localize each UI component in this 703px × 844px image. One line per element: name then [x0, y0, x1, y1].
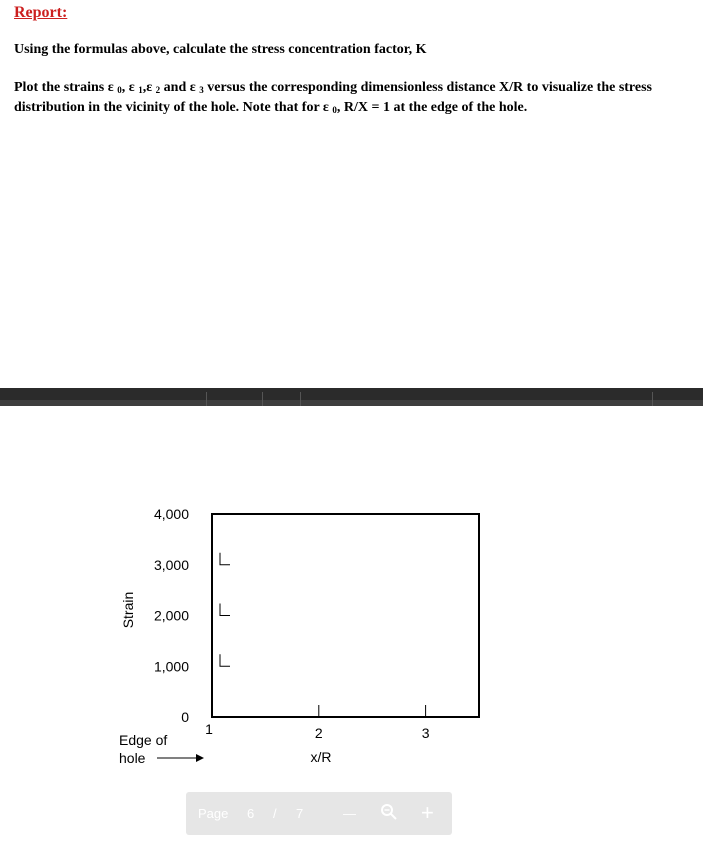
page-separator: / — [273, 806, 277, 821]
chart-area — [0, 406, 703, 839]
magnifier-icon — [380, 803, 398, 821]
subscript-0: 0 — [117, 85, 122, 95]
edge-of-hole-arrow-head-icon — [196, 754, 204, 762]
zoom-out-button[interactable]: — — [343, 806, 356, 821]
strain-chart — [0, 406, 703, 839]
x-axis-label: x/R — [310, 749, 332, 765]
subscript-0: 0 — [332, 105, 337, 115]
y-tick-mark — [220, 654, 230, 666]
band-tick — [262, 392, 263, 406]
x-axis-ticks — [205, 705, 430, 741]
y-tick-label: 1,000 — [153, 658, 189, 675]
y-tick-label: 3,000 — [153, 556, 189, 573]
epsilon-symbol: ε — [107, 80, 114, 95]
instruction-paragraph-1: Using the formulas above, calculate the stress concentration factor, K — [14, 42, 427, 57]
y-axis-ticks — [154, 506, 230, 725]
subscript-1: 1 — [138, 85, 143, 95]
y-tick-label: 0 — [181, 709, 189, 725]
x-tick-label: 1 — [205, 721, 213, 737]
pdf-viewer-toolbar — [186, 792, 452, 835]
page-break-band — [0, 388, 703, 406]
subscript-3: 3 — [199, 85, 204, 95]
epsilon-symbol: ε — [146, 80, 153, 95]
band-tick — [300, 392, 301, 406]
y-tick-label: 2,000 — [153, 607, 189, 624]
subscript-2: 2 — [155, 85, 161, 95]
report-heading: Report: — [14, 4, 68, 21]
epsilon-symbol: ε — [128, 80, 135, 95]
para2-text-end: , R/X = 1 at the edge of the hole. — [336, 100, 528, 115]
zoom-in-button[interactable]: + — [421, 800, 434, 825]
page-label: Page — [198, 806, 229, 821]
band-tick — [206, 392, 207, 406]
epsilon-symbol: ε — [322, 100, 329, 115]
and-text: and — [160, 80, 190, 95]
x-tick-label: 2 — [314, 725, 323, 741]
document-page-top — [0, 0, 703, 388]
y-tick-mark — [220, 553, 230, 565]
y-tick-label: 4,000 — [153, 506, 189, 522]
x-tick-label: 3 — [421, 725, 430, 741]
y-axis-label: Strain — [120, 591, 136, 629]
plot-frame — [212, 514, 479, 717]
y-tick-mark — [220, 604, 230, 616]
comma: , — [142, 80, 147, 95]
edge-of-hole-label-line2: hole — [119, 750, 146, 766]
edge-of-hole-label-line1: Edge of — [119, 732, 168, 748]
band-tick — [652, 392, 653, 406]
instruction-paragraph-2 — [14, 79, 654, 119]
para2-text-middle: versus the corresponding dimensionless distance X/R to visualize the stress distribution in the vicinity of the hole. Note that for — [14, 80, 653, 115]
para2-text-start: Plot the strains — [14, 80, 108, 95]
current-page-input[interactable]: 6 — [247, 806, 255, 821]
total-pages: 7 — [296, 806, 304, 821]
zoom-fit-button[interactable] — [380, 803, 398, 824]
comma: , — [121, 80, 129, 95]
epsilon-symbol: ε — [189, 80, 196, 95]
